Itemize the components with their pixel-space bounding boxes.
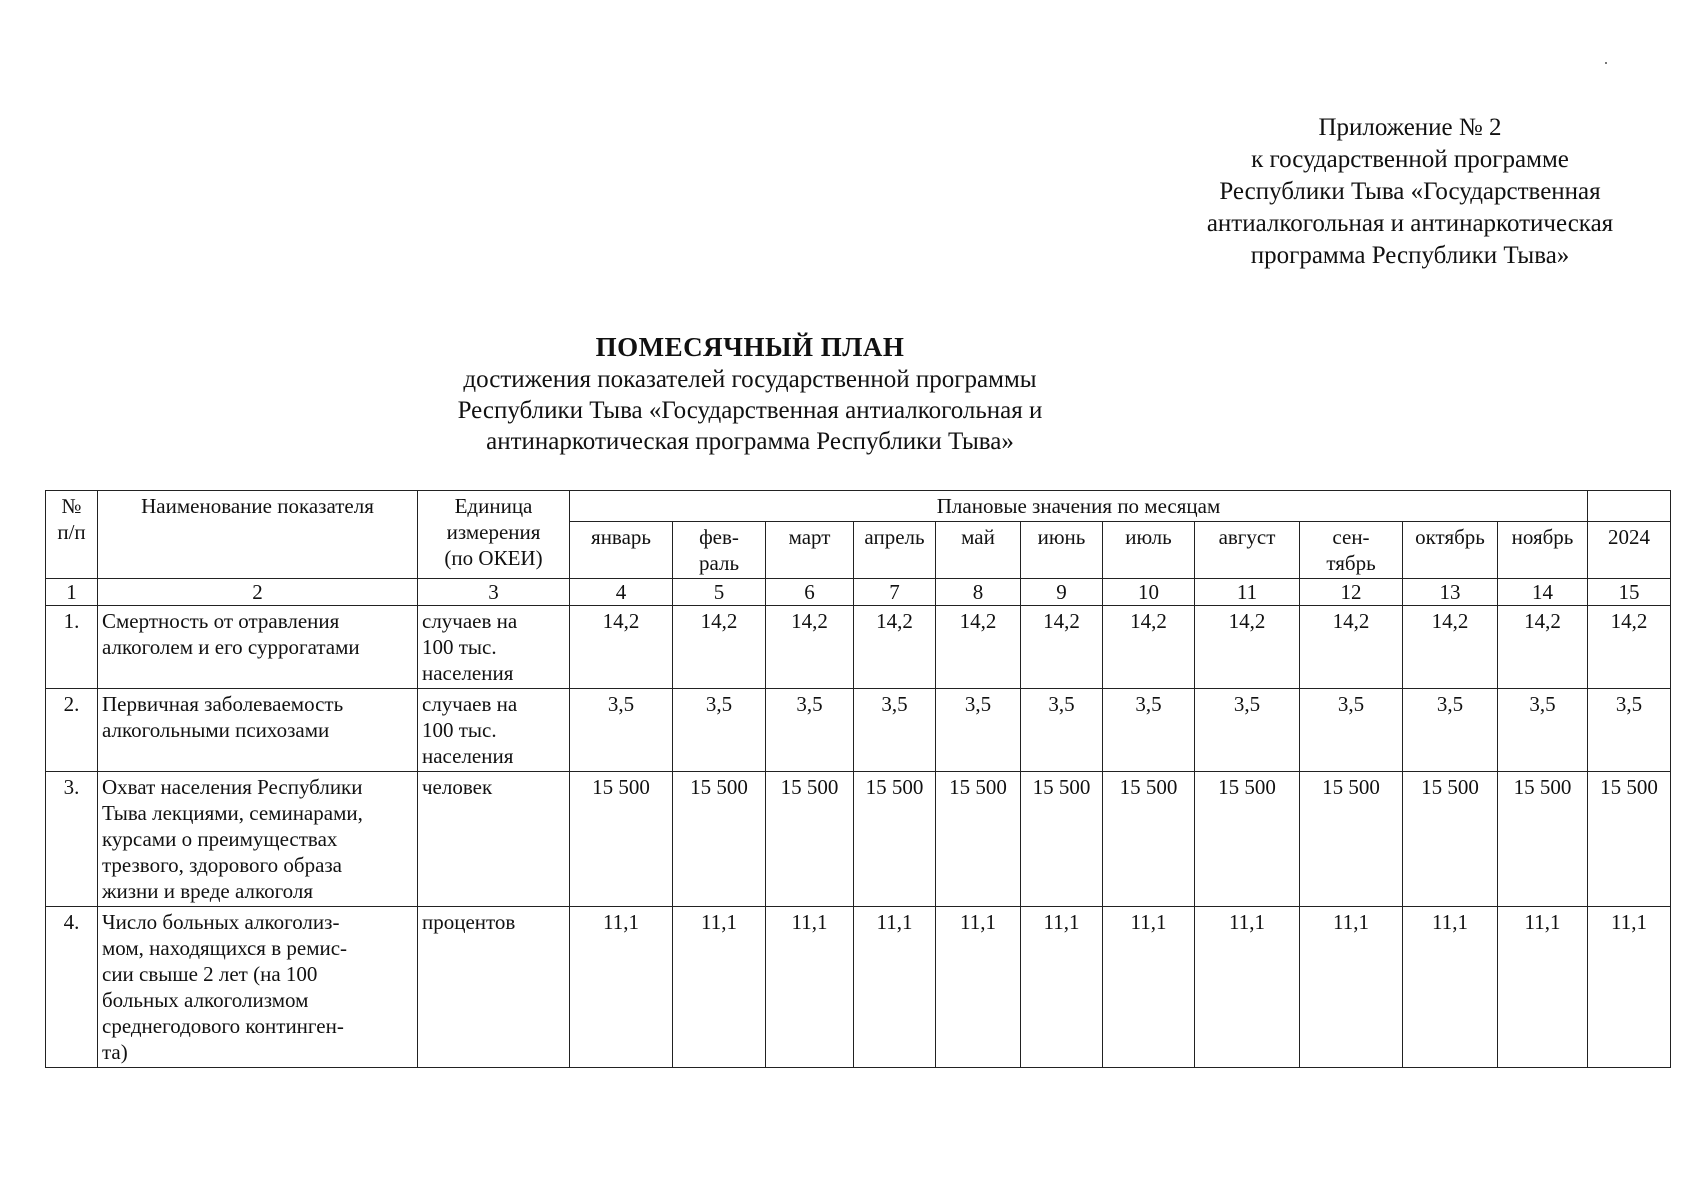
plan-value-cell: 11,1 bbox=[1195, 907, 1300, 1068]
row-number: 3. bbox=[46, 772, 98, 907]
appendix-line: программа Республики Тыва» bbox=[1250, 242, 1570, 269]
table-row bbox=[46, 606, 1671, 689]
header-plan-group: Плановые значения по месяцам bbox=[570, 491, 1588, 522]
plan-value-cell: 11,1 bbox=[936, 907, 1021, 1068]
indicator-unit: человек bbox=[418, 772, 570, 907]
document-subtitle-line: Республики Тыва «Государственная антиалкогольная и bbox=[457, 397, 1043, 424]
column-number: 6 bbox=[766, 579, 854, 606]
header-month: январь bbox=[570, 522, 673, 579]
plan-value-cell: 11,1 bbox=[570, 907, 673, 1068]
plan-value-cell: 15 500 bbox=[854, 772, 936, 907]
plan-value-cell: 14,2 bbox=[1195, 606, 1300, 689]
header-month: июль bbox=[1103, 522, 1195, 579]
column-number: 1 bbox=[46, 579, 98, 606]
plan-value-cell: 3,5 bbox=[936, 689, 1021, 772]
column-number: 10 bbox=[1103, 579, 1195, 606]
plan-value-cell: 14,2 bbox=[854, 606, 936, 689]
plan-value-cell: 14,2 bbox=[1021, 606, 1103, 689]
header-indicator-name: Наименование показателя bbox=[98, 491, 418, 579]
header-month: 2024 bbox=[1588, 522, 1671, 579]
document-title: ПОМЕСЯЧНЫЙ ПЛАН bbox=[595, 332, 905, 362]
table-row bbox=[46, 907, 1671, 1068]
column-number: 5 bbox=[673, 579, 766, 606]
plan-value-cell: 14,2 bbox=[1498, 606, 1588, 689]
scan-speck bbox=[1605, 62, 1607, 64]
header-unit: Единица измерения (по ОКЕИ) bbox=[418, 491, 570, 579]
plan-value-cell: 15 500 bbox=[1300, 772, 1403, 907]
header-num: № п/п bbox=[46, 491, 98, 579]
plan-value-cell: 11,1 bbox=[1403, 907, 1498, 1068]
plan-value-cell: 15 500 bbox=[936, 772, 1021, 907]
plan-value-cell: 15 500 bbox=[766, 772, 854, 907]
header-month: август bbox=[1195, 522, 1300, 579]
header-month: ноябрь bbox=[1498, 522, 1588, 579]
header-month: март bbox=[766, 522, 854, 579]
plan-value-cell: 15 500 bbox=[1498, 772, 1588, 907]
appendix-line: антиалкогольная и антинаркотическая bbox=[1206, 210, 1614, 237]
plan-value-cell: 11,1 bbox=[673, 907, 766, 1068]
indicator-name: Смертность от отравления алкоголем и его суррогатами bbox=[98, 606, 418, 689]
plan-value-cell: 3,5 bbox=[1103, 689, 1195, 772]
plan-value-cell: 14,2 bbox=[673, 606, 766, 689]
indicator-name: Первичная заболеваемость алкогольными психозами bbox=[98, 689, 418, 772]
header-month: октябрь bbox=[1403, 522, 1498, 579]
indicator-unit: случаев на 100 тыс. населения bbox=[418, 606, 570, 689]
plan-value-cell: 15 500 bbox=[673, 772, 766, 907]
row-number: 4. bbox=[46, 907, 98, 1068]
plan-value-cell: 3,5 bbox=[1403, 689, 1498, 772]
monthly-plan-table bbox=[45, 490, 1671, 1068]
column-number: 9 bbox=[1021, 579, 1103, 606]
plan-value-cell: 14,2 bbox=[1588, 606, 1671, 689]
document-subtitle-line: достижения показателей государственной программы bbox=[463, 366, 1037, 393]
header-month: сен- тябрь bbox=[1300, 522, 1403, 579]
column-number-row bbox=[46, 579, 1671, 606]
plan-value-cell: 11,1 bbox=[854, 907, 936, 1068]
plan-value-cell: 15 500 bbox=[1403, 772, 1498, 907]
document-heading bbox=[340, 330, 1160, 457]
column-number: 4 bbox=[570, 579, 673, 606]
header-month: апрель bbox=[854, 522, 936, 579]
plan-value-cell: 3,5 bbox=[570, 689, 673, 772]
column-number: 14 bbox=[1498, 579, 1588, 606]
plan-value-cell: 11,1 bbox=[1300, 907, 1403, 1068]
table-body bbox=[46, 606, 1671, 1068]
column-number: 11 bbox=[1195, 579, 1300, 606]
plan-value-cell: 11,1 bbox=[1021, 907, 1103, 1068]
plan-value-cell: 14,2 bbox=[936, 606, 1021, 689]
appendix-line: к государственной программе bbox=[1251, 146, 1569, 173]
row-number: 1. bbox=[46, 606, 98, 689]
column-number: 8 bbox=[936, 579, 1021, 606]
plan-value-cell: 3,5 bbox=[766, 689, 854, 772]
header-month: фев- раль bbox=[673, 522, 766, 579]
appendix-block bbox=[1150, 112, 1670, 272]
appendix-line: Приложение № 2 bbox=[1318, 114, 1502, 141]
plan-value-cell: 15 500 bbox=[570, 772, 673, 907]
plan-value-cell: 3,5 bbox=[1498, 689, 1588, 772]
indicator-name: Охват населения Республики Тыва лекциями, семинарами, курсами о преимуществах трезвого, здорового образа жизни и вреде алкоголя bbox=[98, 772, 418, 907]
plan-value-cell: 15 500 bbox=[1021, 772, 1103, 907]
plan-value-cell: 3,5 bbox=[1588, 689, 1671, 772]
plan-value-cell: 3,5 bbox=[673, 689, 766, 772]
document-subtitle-line: антинаркотическая программа Республики Тыва» bbox=[486, 428, 1014, 455]
plan-value-cell: 3,5 bbox=[1021, 689, 1103, 772]
table-row bbox=[46, 689, 1671, 772]
plan-value-cell: 14,2 bbox=[766, 606, 854, 689]
table-row bbox=[46, 772, 1671, 907]
indicator-name: Число больных алкоголиз- мом, находящихся в ремис- сии свыше 2 лет (на 100 больных алкоголизмом среднегодового континген- та) bbox=[98, 907, 418, 1068]
column-number: 3 bbox=[418, 579, 570, 606]
column-number: 15 bbox=[1588, 579, 1671, 606]
plan-value-cell: 15 500 bbox=[1195, 772, 1300, 907]
plan-value-cell: 15 500 bbox=[1588, 772, 1671, 907]
plan-value-cell: 3,5 bbox=[1195, 689, 1300, 772]
header-blank-cell bbox=[1588, 491, 1671, 522]
plan-value-cell: 11,1 bbox=[1498, 907, 1588, 1068]
plan-value-cell: 15 500 bbox=[1103, 772, 1195, 907]
plan-value-cell: 14,2 bbox=[1103, 606, 1195, 689]
plan-value-cell: 11,1 bbox=[1588, 907, 1671, 1068]
header-row-1 bbox=[46, 491, 1671, 522]
plan-value-cell: 3,5 bbox=[1300, 689, 1403, 772]
plan-value-cell: 14,2 bbox=[570, 606, 673, 689]
plan-value-cell: 11,1 bbox=[766, 907, 854, 1068]
appendix-line: Республики Тыва «Государственная bbox=[1219, 178, 1601, 205]
column-number: 13 bbox=[1403, 579, 1498, 606]
header-month: май bbox=[936, 522, 1021, 579]
header-month: июнь bbox=[1021, 522, 1103, 579]
plan-value-cell: 3,5 bbox=[854, 689, 936, 772]
plan-value-cell: 11,1 bbox=[1103, 907, 1195, 1068]
plan-value-cell: 14,2 bbox=[1403, 606, 1498, 689]
column-number: 12 bbox=[1300, 579, 1403, 606]
row-number: 2. bbox=[46, 689, 98, 772]
indicator-unit: процентов bbox=[418, 907, 570, 1068]
column-number: 7 bbox=[854, 579, 936, 606]
plan-value-cell: 14,2 bbox=[1300, 606, 1403, 689]
column-number: 2 bbox=[98, 579, 418, 606]
indicator-unit: случаев на 100 тыс. населения bbox=[418, 689, 570, 772]
